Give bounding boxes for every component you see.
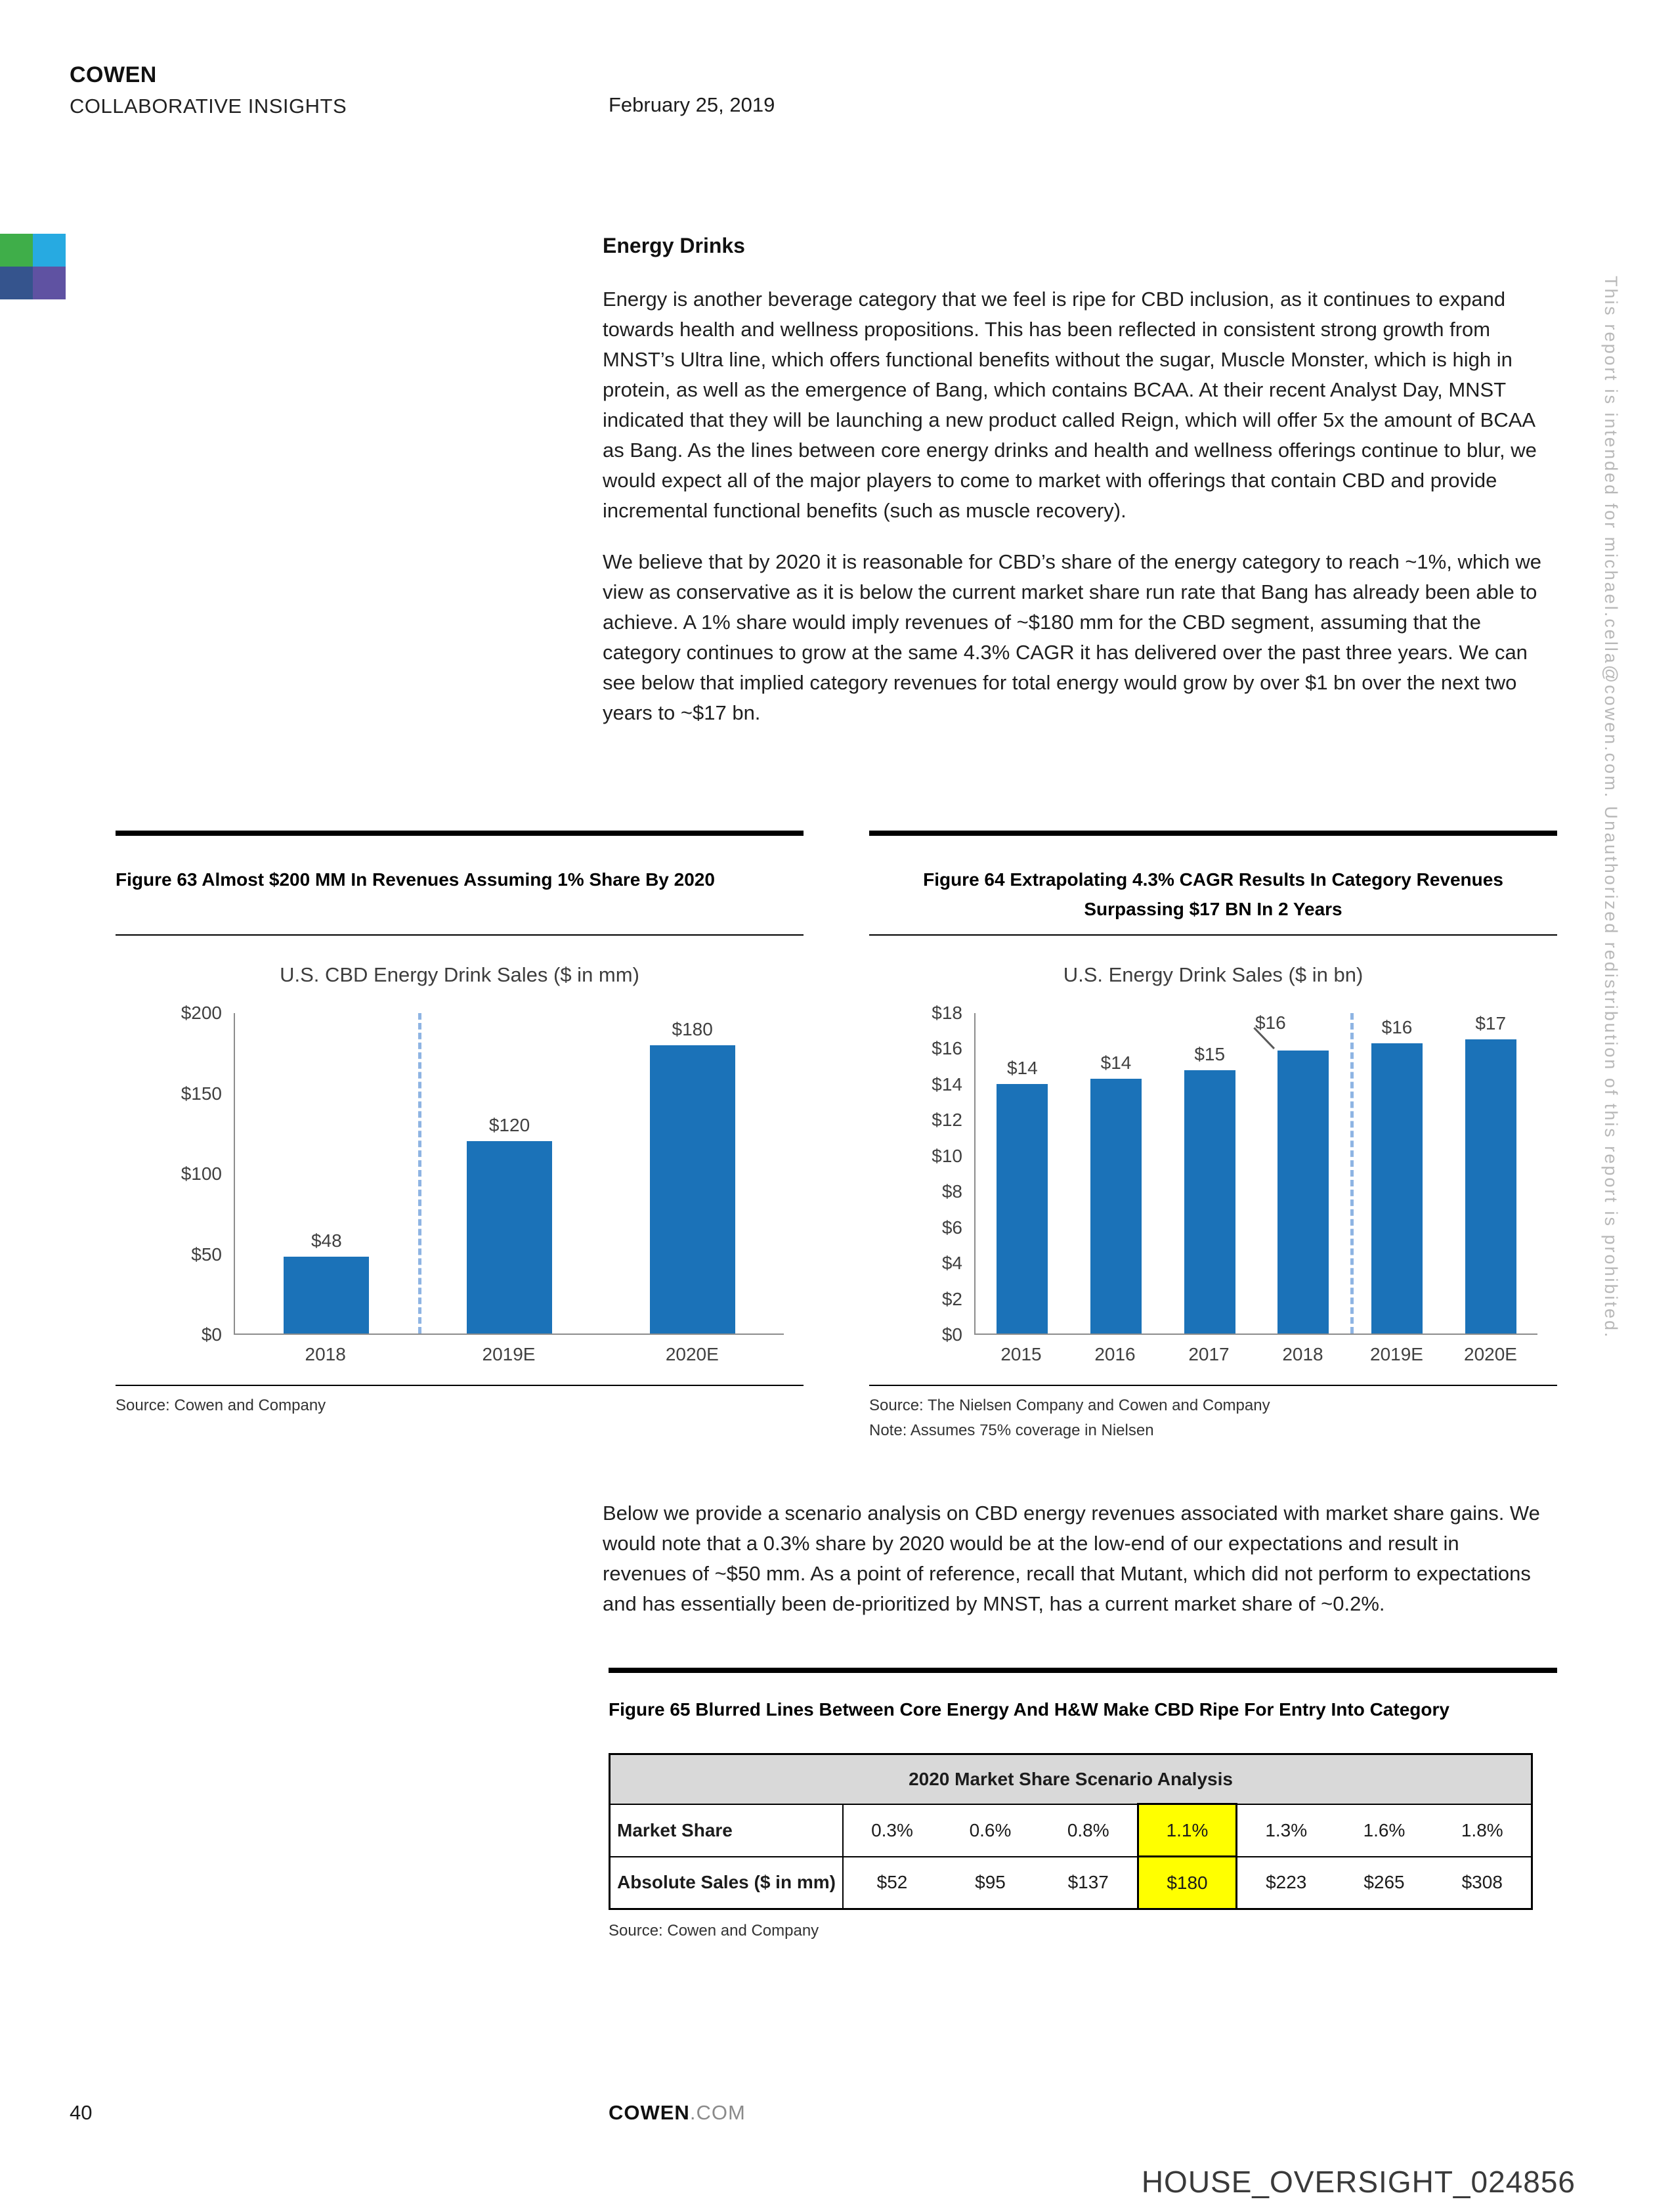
figure-64-title-line-2: Surpassing $17 BN In 2 Years	[1084, 899, 1342, 919]
footer-brand	[609, 2101, 746, 2125]
figure-65-title: Figure 65 Blurred Lines Between Core Energy And H&W Make CBD Ripe For Entry Into Category	[609, 1699, 1449, 1720]
y-axis-tick-label: $10	[932, 1145, 962, 1166]
table-row	[610, 1804, 1532, 1857]
y-axis-tick-label: $6	[941, 1217, 962, 1238]
bar-value-label: $14	[1006, 1058, 1038, 1079]
logo-square-purple	[33, 267, 66, 299]
chart-64-plot-area	[974, 1013, 1537, 1335]
footer-brand-light: .COM	[689, 2101, 746, 2124]
paragraph-2: We believe that by 2020 it is reasonable for CBD’s share of the energy category to reach ~1%, which we view as conservative as it is below the current market share run rate that Bang has already been able to achieve. A 1% share would imply revenues of ~$180 mm for the CBD segment, assuming that the category continues to grow at the same 4.3% CAGR it has delivered over the past three years. We can see below that implied category revenues for total energy would grow by over $1 bn over the next two years to ~$17 bn.	[603, 550, 1541, 724]
distribution-watermark: This report is intended for michael.cella@cowen.com. Unauthorized redistribution of this report is prohibited.	[1601, 276, 1621, 1339]
y-axis-tick-label: $100	[181, 1163, 222, 1184]
y-axis-tick-label: $8	[941, 1181, 962, 1202]
bar-2015	[997, 1084, 1048, 1334]
estimate-divider-dashed-line	[418, 1013, 421, 1334]
y-axis-tick-label: $14	[932, 1073, 962, 1095]
y-axis-tick-label: $18	[932, 1003, 962, 1023]
chart-64-x-axis	[974, 1335, 1537, 1365]
chart-63-x-axis	[234, 1335, 784, 1365]
figure-64-source: Source: The Nielsen Company and Cowen and Company	[869, 1397, 1270, 1414]
figure-64-title	[869, 836, 1557, 934]
y-axis-tick-label: $0	[201, 1324, 222, 1345]
logo-square-green	[0, 234, 33, 267]
scenario-paragraph-block	[603, 1498, 1544, 1640]
table-cell: $223	[1237, 1857, 1335, 1909]
figure-63	[116, 831, 804, 1440]
chart-63-plot-area	[234, 1013, 784, 1335]
section-title: Energy Drinks	[603, 234, 745, 257]
page-number: 40	[70, 2101, 93, 2124]
bar-value-label: $14	[1100, 1052, 1132, 1073]
bar-2018	[1277, 1051, 1329, 1334]
bar-slot-2019E	[1350, 1013, 1444, 1334]
article-body	[603, 234, 1544, 749]
table-cell: $52	[843, 1857, 941, 1909]
row-label: Market Share	[610, 1804, 843, 1857]
bar-value-label: $15	[1194, 1043, 1226, 1064]
footer-brand-bold: COWEN	[609, 2101, 690, 2124]
figure-65-source: Source: Cowen and Company	[609, 1922, 819, 1940]
table-cell: $95	[941, 1857, 1040, 1909]
table-cell: $265	[1335, 1857, 1434, 1909]
paragraph-3: Below we provide a scenario analysis on CBD energy revenues associated with market share gains. We would note that a 0.3% share by 2020 would be at the low-end of our expectations and result in revenues of ~$50 mm. As a point of reference, recall that Mutant, which did not perform to expectations and has essentially been de-prioritized by MNST, has a current market share of ~0.2%.	[603, 1502, 1540, 1615]
figures-row	[116, 831, 1557, 1440]
bar-slot-2020E	[1444, 1013, 1537, 1334]
table-cell-highlighted: $180	[1138, 1857, 1237, 1909]
figure-65-top-rule	[609, 1668, 1557, 1673]
bates-stamp: HOUSE_OVERSIGHT_024856	[1141, 2165, 1576, 2199]
table-cell: $308	[1434, 1857, 1532, 1909]
y-axis-tick-label: $0	[941, 1324, 962, 1345]
table-cell-highlighted: 1.1%	[1138, 1804, 1237, 1857]
figure-63-source: Source: Cowen and Company	[116, 1397, 326, 1414]
table-cell: 0.8%	[1040, 1804, 1138, 1857]
bar-value-label: $16	[1255, 1012, 1286, 1033]
report-series-title: COLLABORATIVE INSIGHTS	[70, 95, 347, 118]
cowen-brand: COWEN	[70, 62, 157, 87]
report-header	[70, 62, 347, 118]
y-axis-tick-label: $12	[932, 1110, 962, 1131]
x-axis-tick-label: 2018	[1282, 1344, 1323, 1364]
chart-63-title: U.S. CBD Energy Drink Sales ($ in mm)	[280, 963, 639, 986]
bar-slot-2018	[235, 1013, 418, 1334]
table-cell: 1.6%	[1335, 1804, 1434, 1857]
estimate-divider-dashed-line	[1350, 1013, 1354, 1334]
row-label: Absolute Sales ($ in mm)	[610, 1857, 843, 1909]
table-cell: 1.8%	[1434, 1804, 1532, 1857]
x-axis-tick-label: 2019E	[482, 1344, 536, 1364]
logo-square-cyan	[33, 234, 66, 267]
x-axis-tick-label: 2017	[1188, 1344, 1230, 1364]
bar-2019E	[1371, 1043, 1423, 1334]
bar-slot-2019E	[418, 1013, 601, 1334]
x-axis-tick-label: 2020E	[665, 1344, 719, 1364]
bar-slot-2020E	[601, 1013, 784, 1334]
paragraph-1: Energy is another beverage category that we feel is ripe for CBD inclusion, as it continues to expand towards health and wellness propositions. This has been reflected in consistent strong growth from MNST’s Ultra line, which offers functional benefits without the sugar, Muscle Monster, which is high in protein, as well as the emergence of Bang, which contains BCAA. At their recent Analyst Day, MNST indicated that they will be launching a new product called Reign, which will offer 5x the amount of BCAA as Bang. As the lines between core energy drinks and health and wellness offerings continue to blur, we would expect all of the major players to come to market with offerings that contain CBD and provide incremental functional benefits (such as muscle recovery).	[603, 288, 1537, 522]
bar-2017	[1184, 1070, 1235, 1334]
report-date: February 25, 2019	[609, 93, 775, 116]
bar-value-label: $16	[1381, 1017, 1413, 1038]
table-cell: 1.3%	[1237, 1804, 1335, 1857]
bar-slot-2017	[1163, 1013, 1256, 1334]
y-axis-tick-label: $4	[941, 1253, 962, 1274]
y-axis-tick-label: $16	[932, 1038, 962, 1059]
bar-value-label: $48	[311, 1230, 342, 1251]
bar-value-label: $17	[1475, 1013, 1507, 1033]
us-energy-drink-sales-chart	[889, 963, 1537, 1365]
figure-63-title: Figure 63 Almost $200 MM In Revenues Assuming 1% Share By 2020	[116, 869, 715, 890]
cowen-logo-squares	[0, 234, 66, 299]
y-axis-tick-label: $2	[941, 1288, 962, 1309]
x-axis-tick-label: 2020E	[1464, 1344, 1517, 1364]
bar-value-label: $180	[672, 1018, 713, 1039]
figure-63-top-rule	[116, 831, 804, 836]
figure-64-divider	[869, 934, 1557, 936]
scenario-table	[609, 1753, 1533, 1910]
chart-64-y-axis	[889, 1003, 974, 1345]
x-axis-tick-label: 2016	[1094, 1344, 1136, 1364]
cbd-energy-drink-sales-chart	[135, 963, 784, 1365]
scenario-table-body	[610, 1804, 1532, 1909]
y-axis-tick-label: $200	[181, 1003, 222, 1023]
chart-64-title: U.S. Energy Drink Sales ($ in bn)	[1063, 963, 1363, 986]
bar-2016	[1090, 1079, 1142, 1334]
table-cell: $137	[1040, 1857, 1138, 1909]
figure-64	[869, 831, 1557, 1440]
table-cell: 0.3%	[843, 1804, 941, 1857]
bar-2020E	[650, 1045, 735, 1334]
x-axis-tick-label: 2019E	[1370, 1344, 1423, 1364]
table-cell: 0.6%	[941, 1804, 1040, 1857]
x-axis-tick-label: 2018	[305, 1344, 346, 1364]
bar-slot-2015	[976, 1013, 1069, 1334]
logo-square-blue	[0, 267, 33, 299]
figure-64-top-rule	[869, 831, 1557, 836]
figure-63-divider	[116, 934, 804, 936]
bar-value-label: $120	[488, 1115, 530, 1136]
x-axis-tick-label: 2015	[1000, 1344, 1042, 1364]
figure-65	[609, 1668, 1557, 1940]
figure-64-title-line-1: Figure 64 Extrapolating 4.3% CAGR Results In Category Revenues	[923, 869, 1503, 890]
bar-2019E	[467, 1141, 552, 1334]
y-axis-tick-label: $50	[191, 1244, 222, 1265]
y-axis-tick-label: $150	[181, 1083, 222, 1104]
bar-slot-2018	[1256, 1013, 1350, 1334]
bar-2020E	[1465, 1039, 1516, 1334]
figure-64-note: Note: Assumes 75% coverage in Nielsen	[869, 1421, 1154, 1439]
bar-2018	[284, 1257, 369, 1334]
table-row	[610, 1857, 1532, 1909]
bar-slot-2016	[1069, 1013, 1163, 1334]
chart-63-y-axis	[135, 1003, 234, 1345]
scenario-table-title: 2020 Market Share Scenario Analysis	[610, 1754, 1532, 1804]
